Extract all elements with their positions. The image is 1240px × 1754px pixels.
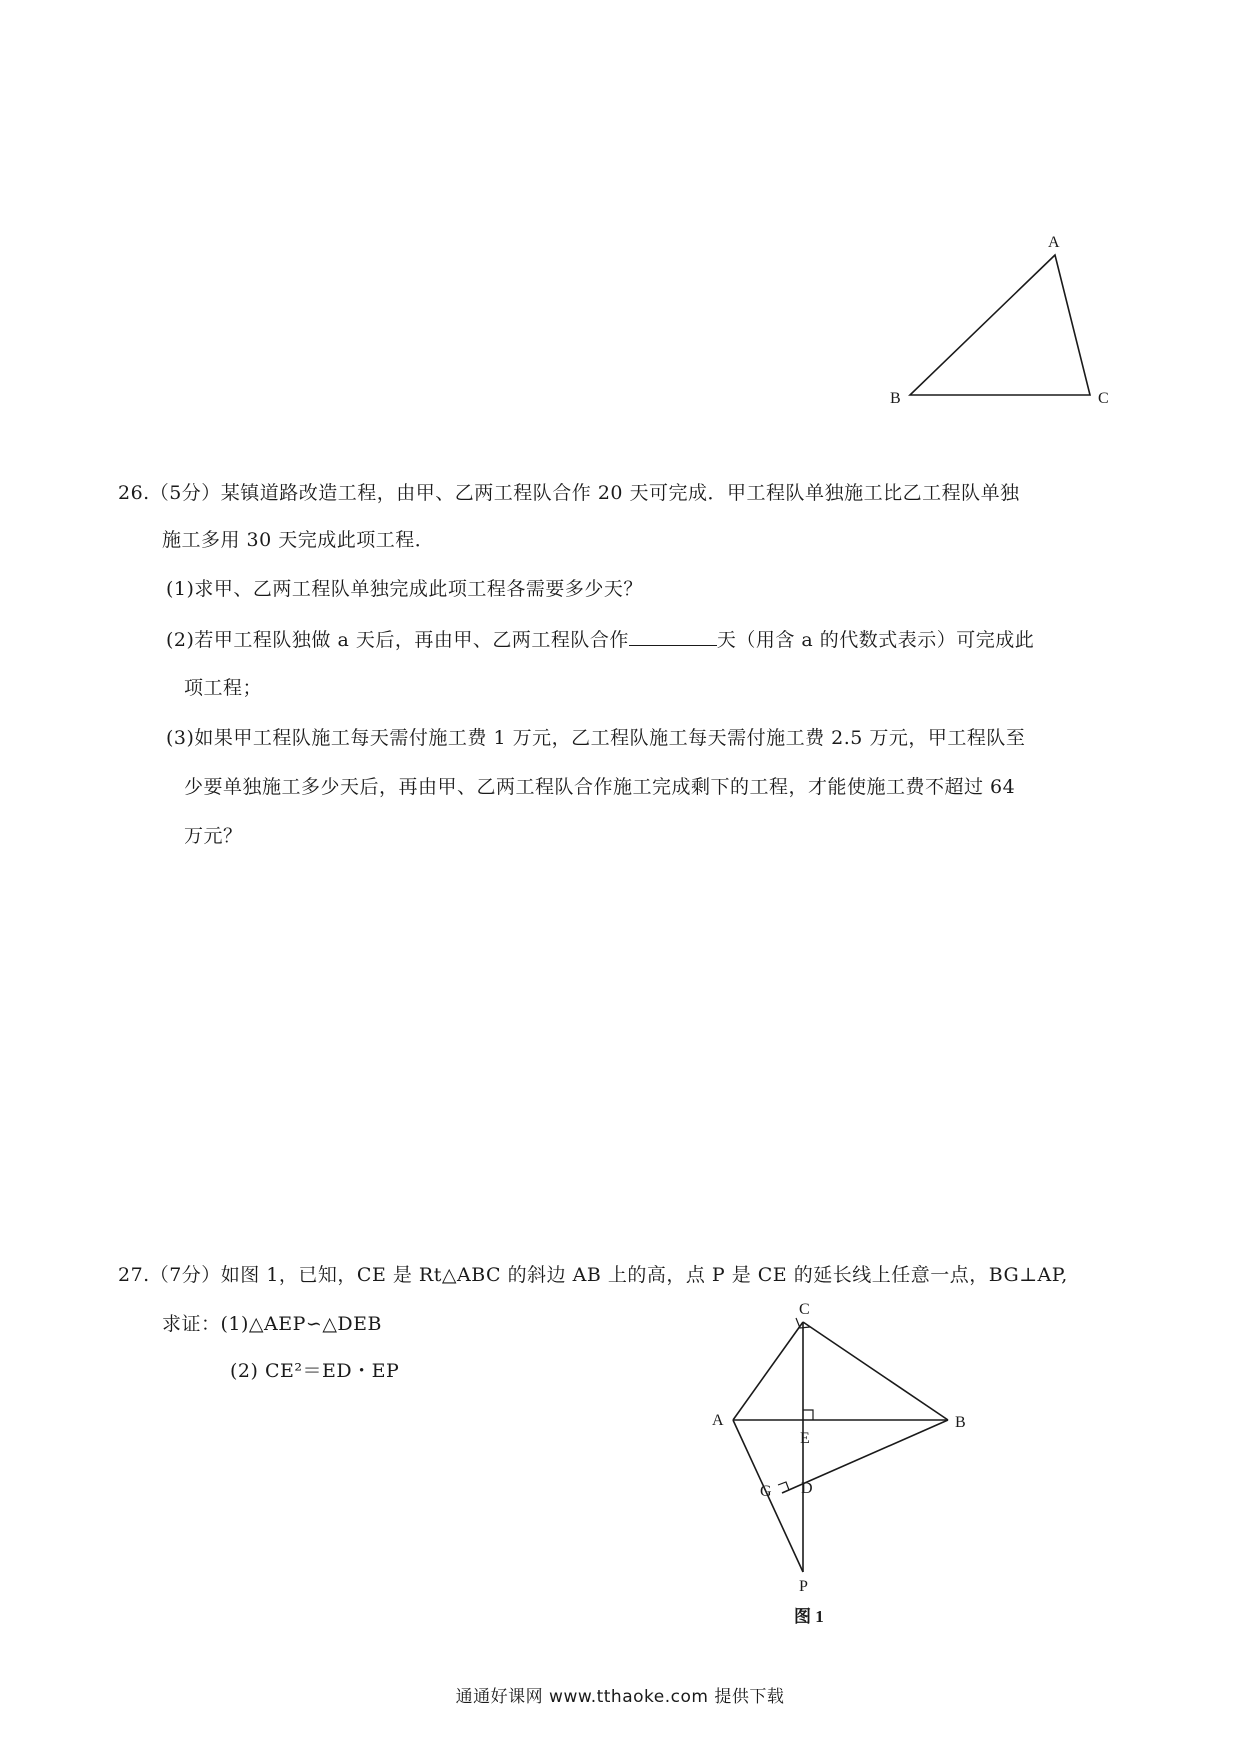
q26-answer-blank: [629, 627, 717, 646]
fig1-label-p: P: [799, 1578, 808, 1595]
right-angle-mark-e: [803, 1410, 813, 1420]
segment-cb: [803, 1322, 948, 1420]
q26-part2-before: (2)若甲工程队独做 a 天后，再由甲、乙两工程队合作: [166, 629, 629, 651]
q27-prove1: 求证：(1)△AEP∽△DEB: [162, 1313, 382, 1335]
q26-part3-cont2: 万元？: [184, 825, 243, 847]
fig1-label-d: D: [801, 1480, 813, 1497]
fig1-label-e: E: [800, 1430, 810, 1447]
page-footer: 通通好课网 www.tthaoke.com 提供下载: [455, 1687, 785, 1707]
segment-ac: [733, 1322, 803, 1420]
q26-part3: (3)如果甲工程队施工每天需付施工费 1 万元，乙工程队施工每天需付施工费 2.5 万元，甲工程队至: [166, 727, 1026, 749]
triangle-figure-abc: [880, 225, 1140, 415]
geometry-figure-1: [700, 1290, 1000, 1630]
q26-part2-cont: 项工程；: [184, 677, 263, 699]
q26-part2-after: 天（用含 a 的代数式表示）可完成此: [716, 629, 1035, 651]
q27-header: 27.（7分）如图 1，已知，CE 是 Rt△ABC 的斜边 AB 上的高，点 P 是 CE 的延长线上任意一点，BG⊥AP,: [118, 1264, 1068, 1286]
q27-prove2: (2) CE²＝ED・EP: [230, 1360, 400, 1382]
fig1-label-g: G: [760, 1483, 772, 1500]
vertex-label-b: B: [890, 390, 901, 407]
vertex-label-a: A: [1048, 234, 1060, 251]
vertex-label-c: C: [1098, 390, 1109, 407]
q26-part3-cont: 少要单独施工多少天后，再由甲、乙两工程队合作施工完成剩下的工程，才能使施工费不超过 64: [184, 776, 1016, 798]
q26-header-cont: 施工多用 30 天完成此项工程．: [162, 529, 435, 551]
right-angle-mark-g: [778, 1482, 789, 1490]
q26-header: 26.（5分）某镇道路改造工程，由甲、乙两工程队合作 20 天可完成．甲工程队单独施工比乙工程队单独: [118, 482, 1020, 504]
fig1-label-c: C: [799, 1301, 810, 1318]
triangle-abc-outline: [910, 255, 1090, 395]
fig1-caption: 图 1: [794, 1607, 824, 1626]
fig1-label-b: B: [955, 1414, 966, 1431]
q26-part1: (1)求甲、乙两工程队单独完成此项工程各需要多少天？: [166, 578, 643, 600]
fig1-label-a: A: [712, 1412, 724, 1429]
q26-part2: [166, 627, 1034, 652]
